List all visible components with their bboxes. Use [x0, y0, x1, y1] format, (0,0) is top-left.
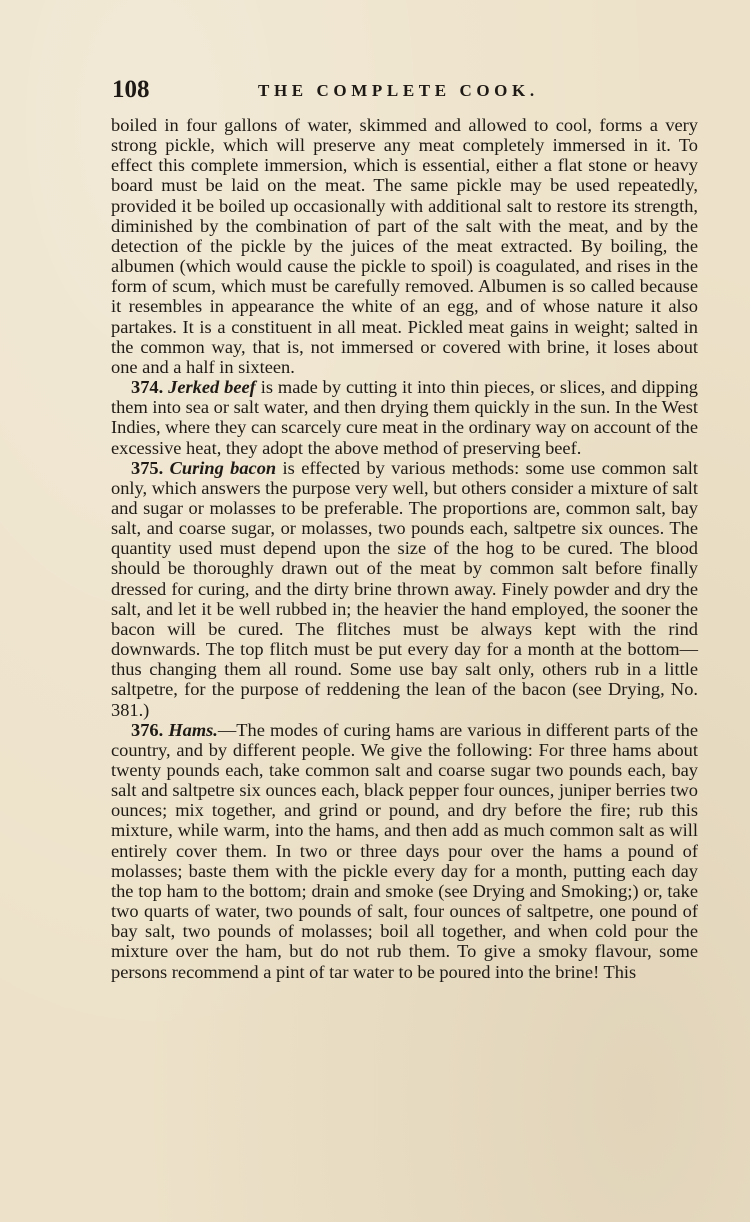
paragraph-text: is effected by various methods: some use common salt only, which answers the purpose very well, but others consider a mixture of salt and sugar or molasses to be preferable. The proportions are, common salt, bay salt, and coarse sugar, or molasses, two pounds each, saltpetre six ounces. The quantity used must depend upon the size of the hog to be cured. The blood should be thoroughly drawn out of the meat by common salt before finally dressed for curing, and the dirty brine thrown away. Finely powder and dry the salt, and let it be well rubbed in; the heavier the hand employed, the sooner the bacon will be cured. The flitches must be always kept with the rind downwards. The top flitch must be put every day for a month at the bottom—thus changing them all round. Some use bay salt only, others rub in a little saltpetre, for the purpose of reddening the lean of the bacon (see Drying, No. 381.) — [111, 457, 698, 720]
paragraph-lead: Jerked beef — [168, 377, 256, 398]
paragraph-number: 376. — [131, 719, 164, 740]
body-text — [111, 115, 698, 982]
page-header — [112, 76, 697, 108]
paragraph-lead: Hams. — [168, 719, 218, 740]
paragraph-376 — [111, 720, 698, 982]
paragraph-text: boiled in four gallons of water, skimmed and allowed to cool, forms a very strong pickle, which will preserve any meat completely immersed in it. To effect this complete immersion, which is essential, either a flat stone or heavy board must be laid on the meat. The same pickle may be used repeatedly, provided it be boiled up occasionally with additional salt to restore its strength, diminished by the combination of part of the salt with the meat, and by the detection of the pickle by the juices of the meat extracted. By boiling, the albumen (which would cause the pickle to spoil) is coagulated, and rises in the form of scum, which must be carefully removed. Albumen is so called because it resembles in appearance the white of an egg, and of whose nature it also partakes. It is a constituent in all meat. Pickled meat gains in weight; salted in the common way, that is, not immersed or covered with brine, it loses about one and a half in sixteen. — [111, 115, 698, 377]
paragraph-continuation — [111, 115, 698, 377]
paragraph-lead: Curing bacon — [169, 457, 277, 478]
paragraph-number: 374. — [131, 377, 164, 398]
paragraph-text: is made by cutting it into thin pieces, or slices, and dipping them into sea or salt water, and then drying them quickly in the sun. In the West Indies, where they can scarcely cure meat in the ordinary way on account of the excessive heat, they adopt the above method of preserving beef. — [111, 377, 699, 458]
paragraph-375 — [111, 458, 698, 720]
page-number: 108 — [112, 76, 150, 103]
running-title: THE COMPLETE COOK. — [258, 81, 539, 100]
paragraph-number: 375. — [131, 457, 164, 478]
paragraph-374 — [111, 377, 698, 458]
paragraph-text: —The modes of curing hams are various in different parts of the country, and by different people. We give the following: For three hams about twenty pounds each, take common salt and coarse sugar two pounds each, bay salt and saltpetre six ounces each, black pepper four ounces, juniper berries two ounces; mix together, and grind or pound, and dry before the fire; rub this mixture, while warm, into the hams, and then add as much common salt as will entirely cover them. In two or three days pour over the hams a pound of molasses; baste them with the pickle every day for a month, putting each day the top ham to the bottom; drain and smoke (see Drying and Smoking;) or, take two quarts of water, two pounds of salt, four ounces of saltpetre, one pound of bay salt, two pounds of molasses; boil all together, and when cold pour the mixture over the ham, but do not rub them. To give a smoky flavour, some persons recommend a pint of tar water to be poured into the brine! This — [111, 719, 698, 982]
